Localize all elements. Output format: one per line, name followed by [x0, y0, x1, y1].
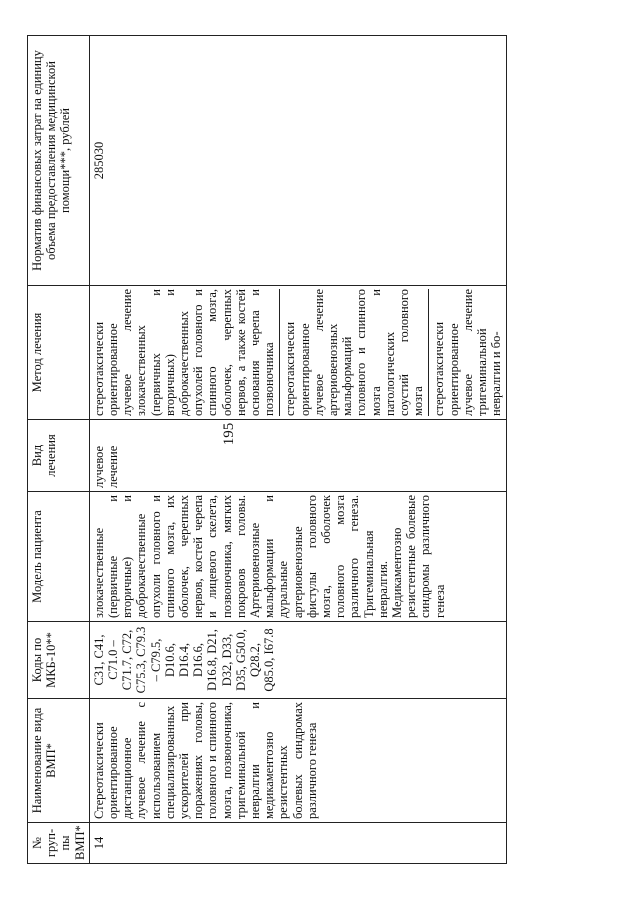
method-item: стереотаксически ориентированное лучевое лечение артериовенозных мальформаций головного и спинного мозга и патологических соустий головного мозга: [279, 289, 425, 416]
header-treatment-type: Вид лечения: [28, 420, 90, 492]
header-codes: Коды по МКБ-10**: [28, 622, 90, 699]
table-row: [89, 36, 506, 864]
cell-methods: [89, 286, 506, 420]
vmp-table-wrapper: [27, 36, 504, 864]
method-item: стереотаксически ориентированное лучевое лечение тригеминальной невралгии и бо-: [428, 289, 503, 416]
header-name: Наименование вида ВМП*: [28, 699, 90, 823]
cell-cost: 285030: [89, 36, 506, 286]
cell-patient-model: злокачественные (первичные и вторичные) и доброкачественные опухоли головного и спинного мозга, их оболочек, черепных нервов, костей черепа и лицевого скелета, позвоночника, мягких покровов головы. Артериовенозные мальформации и дуральные артериовенозные фистулы головного мозга, оболочек головного мозга различного генеза. Тригеминальная невралгия. Медикаментозно резистентные болевые синдромы различного генеза: [89, 492, 506, 622]
table-header-row: [28, 36, 90, 864]
header-patient-model: Модель пациента: [28, 492, 90, 622]
cell-group: 14: [89, 823, 506, 864]
cell-treatment-type: лучевое лечение: [89, 420, 506, 492]
method-item: стереотаксически ориентированное лучевое лечение злокачественных (первичных и вторичных) и доброкачественных опухолей головного и спинного мозга, оболочек, черепных нервов, а также костей основания черепа и позвоночника: [91, 289, 277, 416]
cell-name: Стереотаксически ориентированное дистанционное лучевое лечение с использованием специализированных ускорителей при поражениях головы, головного и спинного мозга, позвоночника, тригеминальной невралгии и медикаментозно резистентных болевых синдромах различного генеза: [89, 699, 506, 823]
header-cost: Норматив финансовых затрат на единицу объема предоставления медицинской помощи***, рублей: [28, 36, 90, 286]
header-method: Метод лечения: [28, 286, 90, 420]
header-group: № груп-пы ВМП*: [28, 823, 90, 864]
vmp-table: [27, 35, 507, 864]
cell-codes: C31, C41, C71.0 – C71.7, C72, C75.3, C79.3 – C79.5, D10.6, D16.4, D16.6, D16.8, D21, D32, D33, D35, G50.0, Q28.2, Q85.0, I67.8: [89, 622, 506, 699]
page-number: 195: [221, 422, 237, 446]
